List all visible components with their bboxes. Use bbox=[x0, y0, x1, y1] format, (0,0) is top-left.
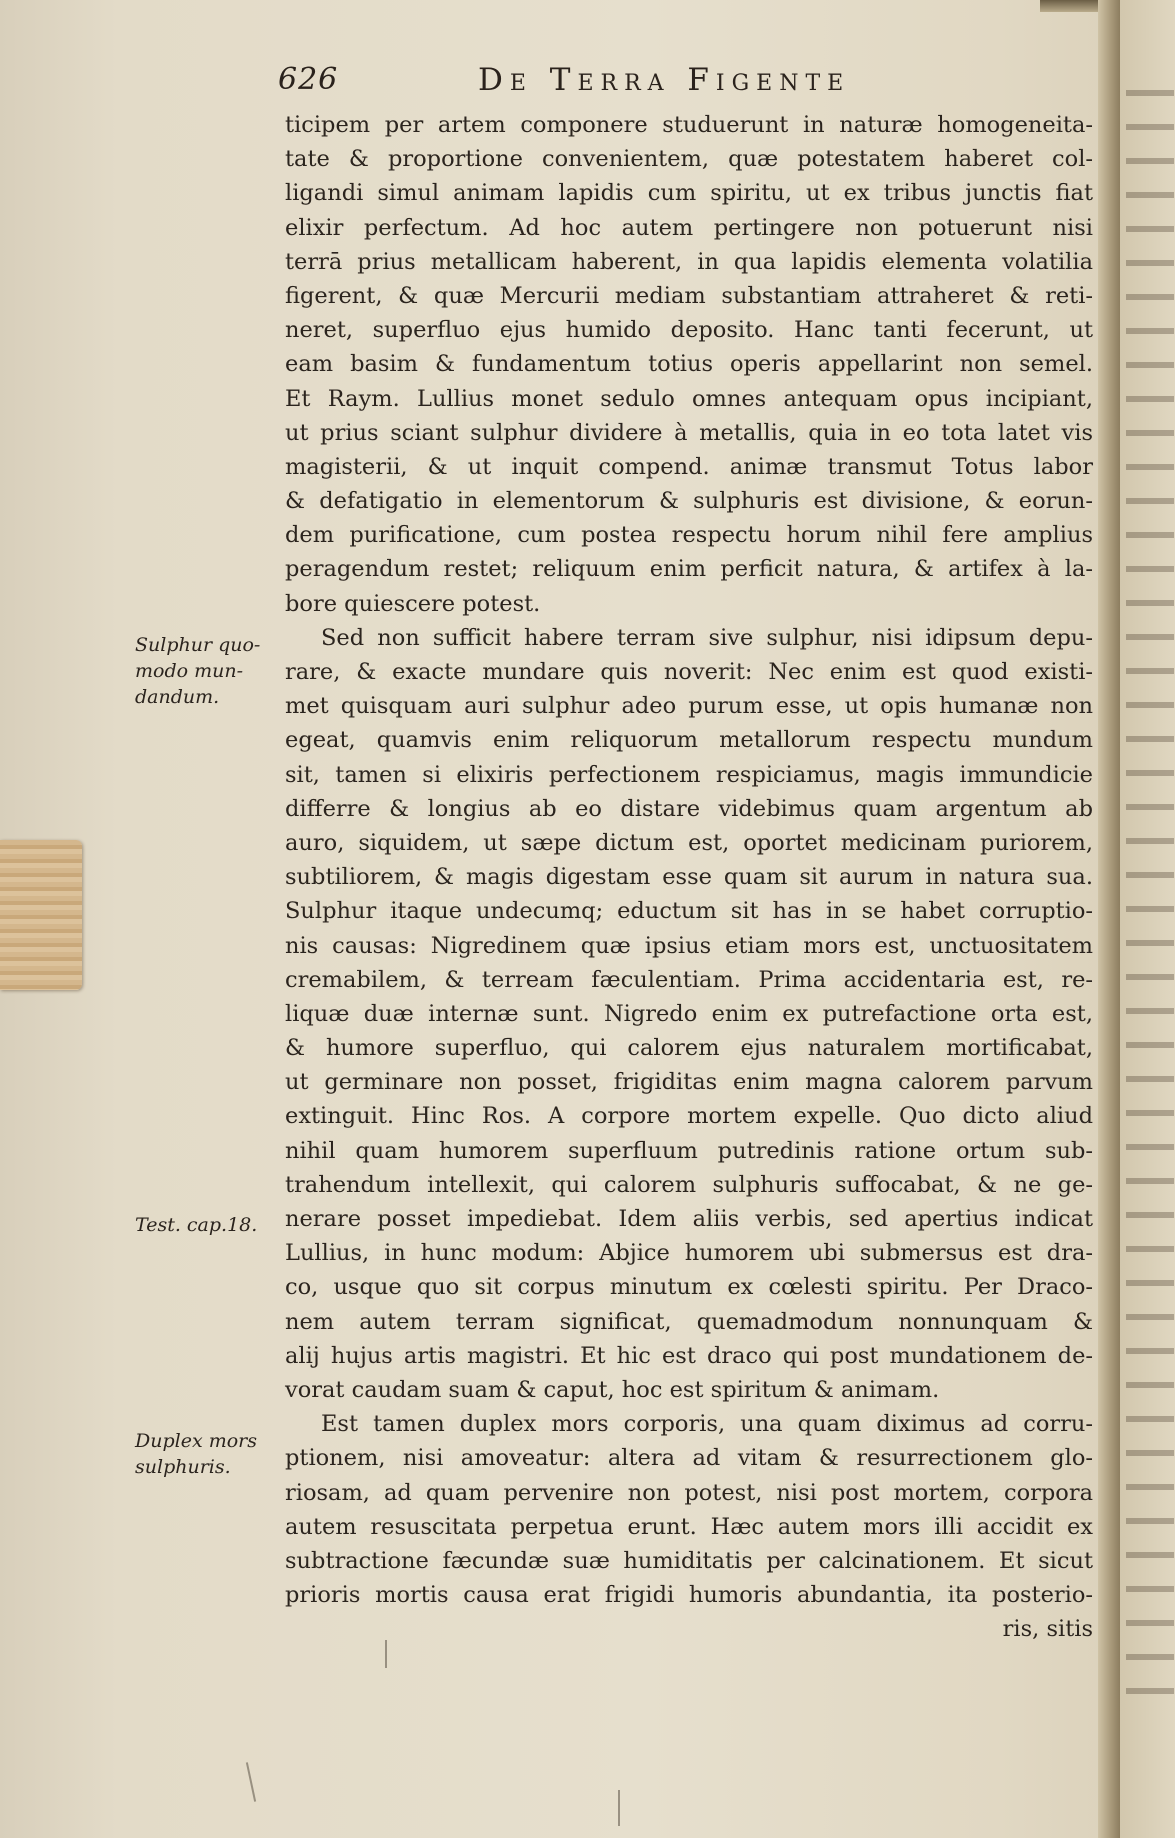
text-line: Lullius, in hunc modum: Abjice humorem ubi submersus est dra- bbox=[285, 1240, 1093, 1267]
marginal-line: dandum. bbox=[135, 686, 220, 708]
page-number: 626 bbox=[278, 62, 339, 97]
text-line: & defatigatio in elementorum & sulphuris est divisione, & eorun- bbox=[285, 488, 1093, 515]
text-line: nerare posset impediebat. Idem aliis verbis, sed apertius indicat bbox=[285, 1206, 1093, 1232]
paragraph-start: Sed non sufficit habere terram sive sulphur, nisi idipsum depu- bbox=[321, 624, 1093, 651]
text-line: trahendum intellexit, qui calorem sulphuris suffocabat, & ne ge- bbox=[285, 1171, 1093, 1198]
text-line: prioris mortis causa erat frigidi humoris abundantia, ita posterio- bbox=[285, 1582, 1093, 1609]
text-line: eam basim & fundamentum totius operis appellarint non semel. bbox=[285, 351, 1093, 378]
text-line: tate & proportione convenientem, quæ potestatem haberet col- bbox=[285, 146, 1093, 173]
text-line: rare, & exacte mundare quis noverit: Nec enim est quod existi- bbox=[285, 659, 1093, 685]
text-line: ligandi simul animam lapidis cum spiritu, ut ex tribus junctis fiat bbox=[285, 180, 1093, 207]
facing-page-text-bleed bbox=[1126, 90, 1174, 1710]
text-line: & humore superfluo, qui calorem ejus naturalem mortificabat, bbox=[285, 1035, 1093, 1062]
text-line: nihil quam humorem superfluum putredinis ratione ortum sub- bbox=[285, 1137, 1093, 1164]
text-line: dem purificatione, cum postea respectu horum nihil fere amplius bbox=[285, 522, 1093, 549]
text-line: vorat caudam suam & caput, hoc est spiritum & animam. bbox=[285, 1376, 940, 1403]
marginal-line: sulphuris. bbox=[135, 1456, 231, 1478]
text-line: riosam, ad quam pervenire non potest, nisi post mortem, corpora bbox=[285, 1479, 1093, 1506]
text-line: ptionem, nisi amoveatur: altera ad vitam & resurrectionem glo- bbox=[285, 1445, 1093, 1472]
text-line: liquæ duæ internæ sunt. Nigredo enim ex putrefactione orta est, bbox=[285, 1000, 1093, 1027]
text-line: sit, tamen si elixiris perfectionem respiciamus, magis immundicie bbox=[285, 761, 1093, 788]
text-line: subtractione fæcundæ suæ humiditatis per calcinationem. Et sicut bbox=[285, 1547, 1093, 1574]
text-line: ut germinare non posset, frigiditas enim magna calorem parvum bbox=[285, 1069, 1093, 1096]
text-line: nem autem terram significat, quemadmodum nonnunquam & bbox=[285, 1308, 1093, 1335]
paper-tab bbox=[0, 840, 82, 990]
running-title: De Terra Figente bbox=[478, 62, 851, 98]
text-line: alij hujus artis magistri. Et hic est draco qui post mundationem de- bbox=[285, 1342, 1093, 1369]
body-text bbox=[285, 108, 1093, 1646]
marginal-line: Test. cap.18. bbox=[135, 1214, 258, 1236]
text-line: nis causas: Nigredinem quæ ipsius etiam mors est, unctuositatem bbox=[285, 932, 1093, 959]
text-line: cremabilem, & terream fæculentiam. Prima accidentaria est, re- bbox=[285, 966, 1093, 993]
marginal-line: Sulphur quo- bbox=[135, 634, 261, 656]
marginal-note-sulphur bbox=[135, 632, 275, 710]
marginal-note-test bbox=[135, 1212, 275, 1238]
text-line: auro, siquidem, ut sæpe dictum est, oportet medicinam puriorem, bbox=[285, 829, 1093, 856]
catchword: ris, sitis bbox=[1002, 1616, 1093, 1643]
marginal-line: modo mun- bbox=[135, 660, 244, 682]
text-line: bore quiescere potest. bbox=[285, 590, 541, 617]
marginal-line: Duplex mors bbox=[135, 1430, 257, 1452]
text-line: ticipem per artem componere studuerunt in naturæ homogeneita- bbox=[285, 112, 1093, 138]
text-line: elixir perfectum. Ad hoc autem pertingere non potuerunt nisi bbox=[285, 214, 1093, 241]
text-line: neret, superfluo ejus humido deposito. Hanc tanti fecerunt, ut bbox=[285, 317, 1093, 344]
text-line: subtiliorem, & magis digestam esse quam sit aurum in natura sua. bbox=[285, 864, 1093, 891]
text-line: differre & longius ab eo distare videbimus quam argentum ab bbox=[285, 795, 1093, 822]
text-line: terrā prius metallicam haberent, in qua lapidis elementa volatilia bbox=[285, 248, 1093, 275]
text-line: ut prius sciant sulphur dividere à metallis, quia in eo tota latet vis bbox=[285, 419, 1093, 446]
paper-mark bbox=[246, 1762, 256, 1802]
text-line: co, usque quo sit corpus minutum ex cœlesti spiritu. Per Draco- bbox=[285, 1274, 1093, 1301]
marginal-note-duplex bbox=[135, 1428, 275, 1480]
paper-mark bbox=[618, 1790, 620, 1826]
paragraph-start: Est tamen duplex mors corporis, una quam diximus ad corru- bbox=[321, 1411, 1093, 1438]
text-line: extinguit. Hinc Ros. A corpore mortem expelle. Quo dicto aliud bbox=[285, 1103, 1093, 1130]
text-line: egeat, quamvis enim reliquorum metallorum respectu mundum bbox=[285, 727, 1093, 754]
book-gutter bbox=[1098, 0, 1120, 1838]
text-line: met quisquam auri sulphur adeo purum esse, ut opis humanæ non bbox=[285, 693, 1093, 720]
text-line: Sulphur itaque undecumq; eductum sit has in se habet corruptio- bbox=[285, 898, 1093, 925]
paper-mark bbox=[385, 1640, 387, 1668]
text-line: peragendum restet; reliquum enim perficit natura, & artifex à la- bbox=[285, 556, 1093, 583]
page-header bbox=[278, 62, 1118, 108]
text-line: Et Raym. Lullius monet sedulo omnes antequam opus incipiant, bbox=[285, 385, 1093, 412]
text-line: autem resuscitata perpetua erunt. Hæc autem mors illi accidit ex bbox=[285, 1513, 1093, 1540]
text-line: magisterii, & ut inquit compend. animæ transmut Totus labor bbox=[285, 453, 1093, 480]
text-line: figerent, & quæ Mercurii mediam substantiam attraheret & reti- bbox=[285, 282, 1093, 309]
